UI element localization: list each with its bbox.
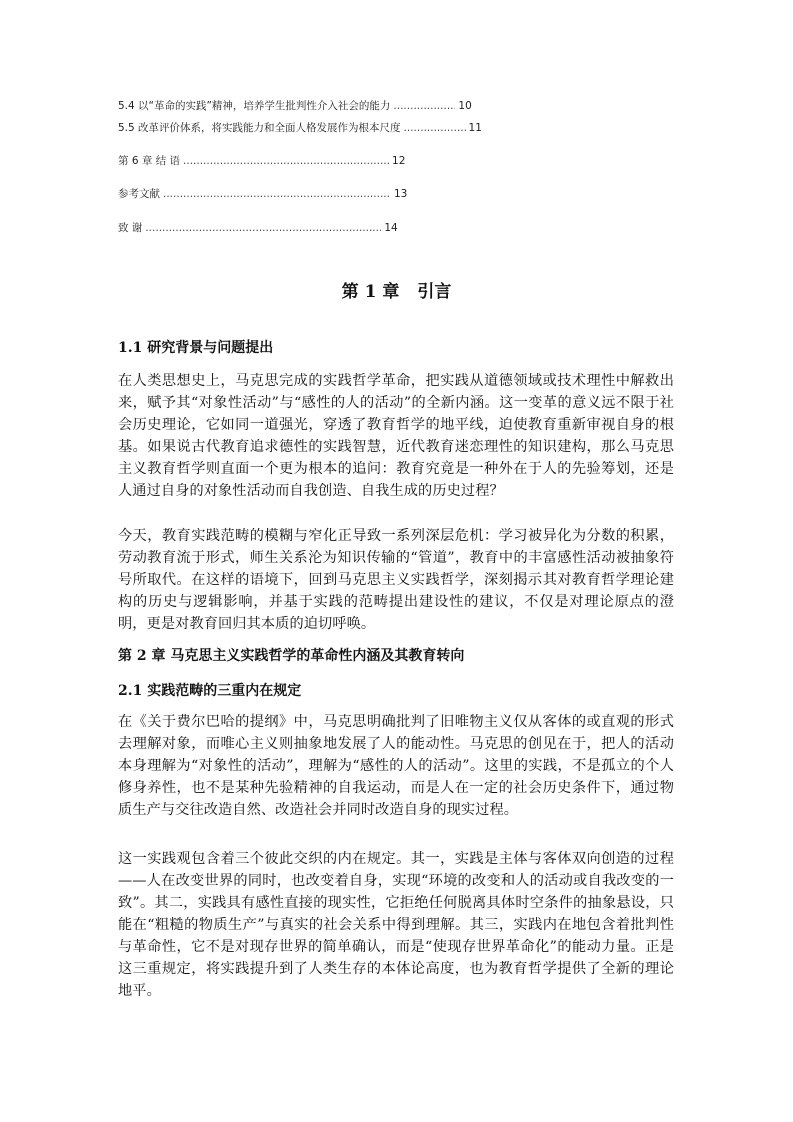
toc-leader-dots	[404, 121, 466, 135]
toc-entry[interactable]	[118, 99, 472, 113]
toc-leader-dots	[145, 221, 381, 235]
toc-entry-page: 14	[384, 222, 398, 234]
toc-entry[interactable]	[118, 187, 407, 201]
body-paragraph: 在人类思想史上，马克思完成的实践哲学革命，把实践从道德领域或技术理性中解救出来，赋予其“对象性活动”与“感性的人的活动”的全新内涵。这一变革的意义远不限于社会历史理论，它如同一道强光，穿透了教育哲学的地平线，迫使教育重新审视自身的根基。如果说古代教育追求德性的实践智慧，近代教育迷恋理性的知识建构，那么马克思主义教育哲学则直面一个更为根本的追问：教育究竟是一种外在于人的先验筹划，还是人通过自身的对象性活动而自我创造、自我生成的历史过程？	[118, 373, 674, 499]
body-paragraph: 今天，教育实践范畴的模糊与窄化正导致一系列深层危机：学习被异化为分数的积累，劳动教育流于形式，师生关系沦为知识传输的“管道”，教育中的丰富感性活动被抽象符号所取代。在这样的语境下，回到马克思主义实践哲学，深刻揭示其对教育哲学理论建构的历史与逻辑影响，并基于实践的范畴提出建设性的建议，不仅是对理论原点的澄明，更是对教育回归其本质的迫切呼唤。	[118, 528, 674, 632]
section-heading: 1.1 研究背景与问题提出	[118, 340, 274, 356]
toc-entry[interactable]	[118, 154, 405, 168]
body-paragraph: 这一实践观包含着三个彼此交织的内在规定。其一，实践是主体与客体双向创造的过程——人在改变世界的同时，也改变着自身，实现“环境的改变和人的活动或自我改变的一致”。其二，实践具有感性直接的现实性，它拒绝任何脱离具体时空条件的抽象悬设，只能在“粗糙的物质生产”与真实的社会关系中得到理解。其三，实践内在地包含着批判性与革命性，它不是对现存世界的简单确认，而是“使现存世界革命化”的能动力量。正是这三重规定，将实践提升到了人类生存的本体论高度，也为教育哲学提供了全新的理论地平。	[118, 851, 674, 999]
toc-leader-dots	[183, 154, 389, 168]
chapter-number: 第 1 章	[341, 282, 400, 302]
toc-entry-label: 致 谢	[118, 222, 143, 234]
chapter-heading: 第 2 章 马克思主义实践哲学的革命性内涵及其教育转向	[118, 648, 465, 664]
toc-entry-page: 11	[468, 122, 482, 134]
toc-entry-label: 第 6 章 结 语	[118, 155, 181, 167]
chapter-name: 引言	[417, 282, 452, 302]
body-paragraph: 在《关于费尔巴哈的提纲》中，马克思明确批判了旧唯物主义仅从客体的或直观的形式去理解对象，而唯心主义则抽象地发展了人的能动性。马克思的创见在于，把人的活动本身理解为“对象性的活动”，理解为“感性的人的活动”。这里的实践，不是孤立的个人修身养性，也不是某种先验精神的自我运动，而是人在一定的社会历史条件下，通过物质生产与交往改造自然、改造社会并同时改造自身的现实过程。	[118, 714, 674, 818]
toc-entry-label: 参考文献	[118, 188, 160, 200]
toc-entry[interactable]	[118, 221, 398, 235]
section-heading: 2.1 实践范畴的三重内在规定	[118, 683, 302, 699]
toc-entry-page: 13	[394, 188, 408, 200]
toc-entry-page: 10	[458, 100, 472, 112]
chapter-title	[0, 280, 793, 304]
toc-entry-label: 5.4 以“革命的实践”精神，培养学生批判性介入社会的能力	[118, 100, 391, 112]
toc-entry-page: 12	[392, 155, 406, 167]
toc-entry-label: 5.5 改革评价体系，将实践能力和全面人格发展作为根本尺度	[118, 122, 401, 134]
toc-leader-dots	[163, 187, 391, 201]
toc-leader-dots	[393, 99, 455, 113]
toc-entry[interactable]	[118, 121, 482, 135]
